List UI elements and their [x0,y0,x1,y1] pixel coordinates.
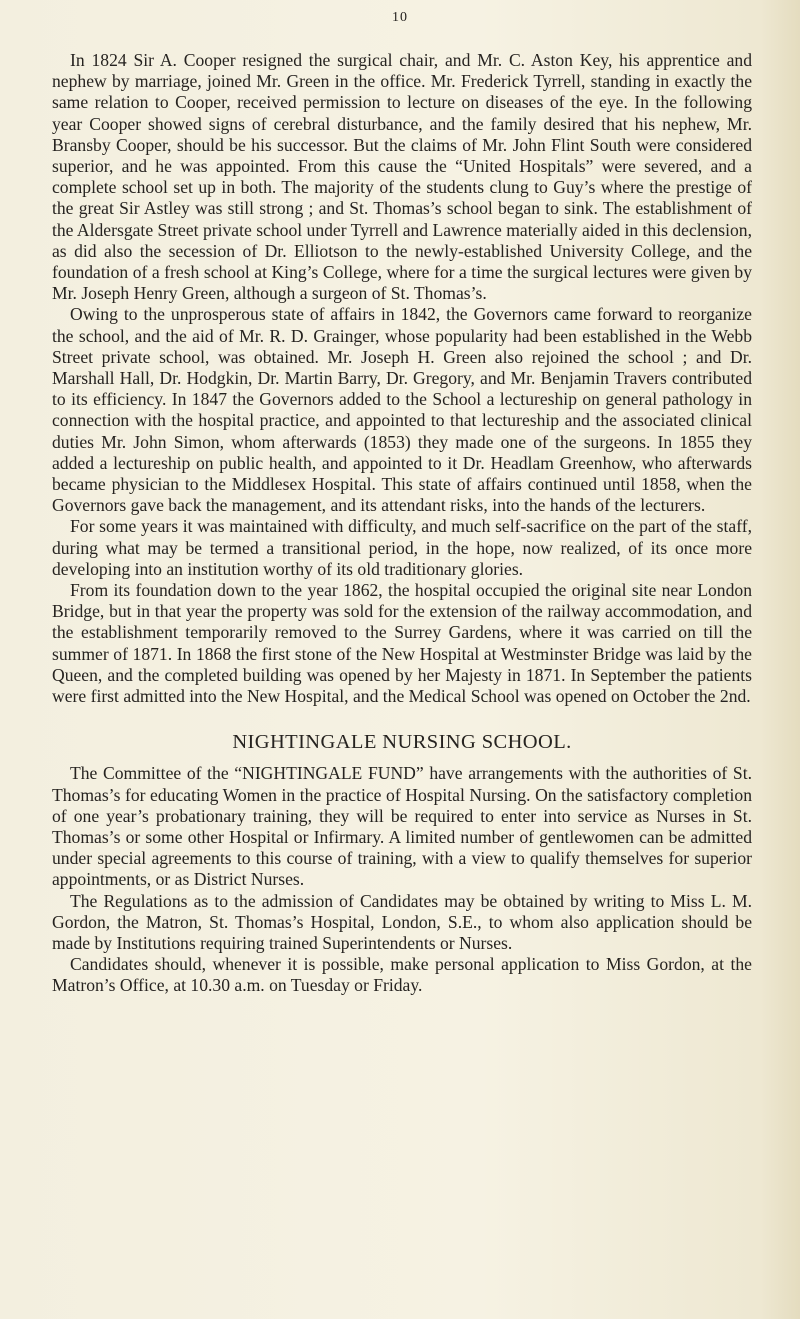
body-text [52,50,752,997]
nightingale-paragraph-regulations: The Regulations as to the admission of Candidates may be obtained by writing to Miss L. M. Gordon, the Matron, St. Thomas’s Hospital, London, S.E., to whom also application should be made by Institutions requiring trained Superintendents or Nurses. [52,890,752,953]
nightingale-paragraph-committee: The Committee of the “NIGHTINGALE FUND” have arrangements with the authorities of St. Thomas’s for educating Women in the practice of Hospital Nursing. On the satisfactory completion of one year’s probationary training, they will be required to enter into service as Nurses in St. Thomas’s or some other Hospital or Infirmary. A limited number of gentlewomen can be admitted under special agreements to this course of training, with a view to qualify themselves for superior appointments, or as District Nurses. [52,763,752,890]
page-number: 10 [392,10,408,25]
history-paragraph-site: From its foundation down to the year 1862, the hospital occupied the original site near London Bridge, but in that year the property was sold for the extension of the railway accommodation, and the establishment temporarily removed to the Surrey Gardens, where it was carried on till the summer of 1871. In 1868 the first stone of the New Hospital at Westminster Bridge was laid by the Queen, and the completed building was opened by her Majesty in 1871. In September the patients were first admitted into the New Hospital, and the Medical School was opened on October the 2nd. [52,580,752,707]
nightingale-paragraph-candidates: Candidates should, whenever it is possible, make personal application to Miss Gordon, at the Matron’s Office, at 10.30 a.m. on Tuesday or Friday. [52,954,752,996]
history-paragraph-transitional: For some years it was maintained with difficulty, and much self-sacrifice on the part of the staff, during what may be termed a transitional period, in the hope, now realized, of its once more developing into an institution worthy of its old traditionary glories. [52,516,752,579]
history-paragraph-1824: In 1824 Sir A. Cooper resigned the surgical chair, and Mr. C. Aston Key, his apprentice and nephew by marriage, joined Mr. Green in the office. Mr. Frederick Tyrrell, standing in exactly the same relation to Cooper, received permission to lecture on diseases of the eye. In the following year Cooper showed signs of cerebral disturbance, and the family desired that his nephew, Mr. Bransby Cooper, should be his successor. But the claims of Mr. John Flint South were considered superior, and he was appointed. From this cause the “United Hospitals” were severed, and a complete school set up in both. The majority of the students clung to Guy’s where the prestige of the great Sir Astley was still strong ; and St. Thomas’s school began to sink. The establishment of the Aldersgate Street private school under Tyrrell and Lawrence materially aided in this declension, as did also the secession of Dr. Elliotson to the newly-established University College, and the foundation of a fresh school at King’s College, where for a time the surgical lectures were given by Mr. Joseph Henry Green, although a surgeon of St. Thomas’s. [52,50,752,304]
history-paragraph-1842: Owing to the unprosperous state of affairs in 1842, the Governors came forward to reorganize the school, and the aid of Mr. R. D. Grainger, whose popularity had been established in the Webb Street private school, was obtained. Mr. Joseph H. Green also rejoined the school ; and Dr. Marshall Hall, Dr. Hodgkin, Dr. Martin Barry, Dr. Gregory, and Mr. Benjamin Travers contributed to its efficiency. In 1847 the Governors added to the School a lectureship on general pathology in connection with the hospital practice, and appointed to that lectureship and the associated clinical duties Mr. John Simon, whom afterwards (1853) they made one of the surgeons. In 1855 they added a lectureship on public health, and appointed to it Dr. Headlam Greenhow, who afterwards became physician to the Middlesex Hospital. This state of affairs continued until 1858, when the Governors gave back the management, and its attendant risks, into the hands of the lecturers. [52,304,752,516]
nightingale-heading: NIGHTINGALE NURSING SCHOOL. [232,731,572,754]
